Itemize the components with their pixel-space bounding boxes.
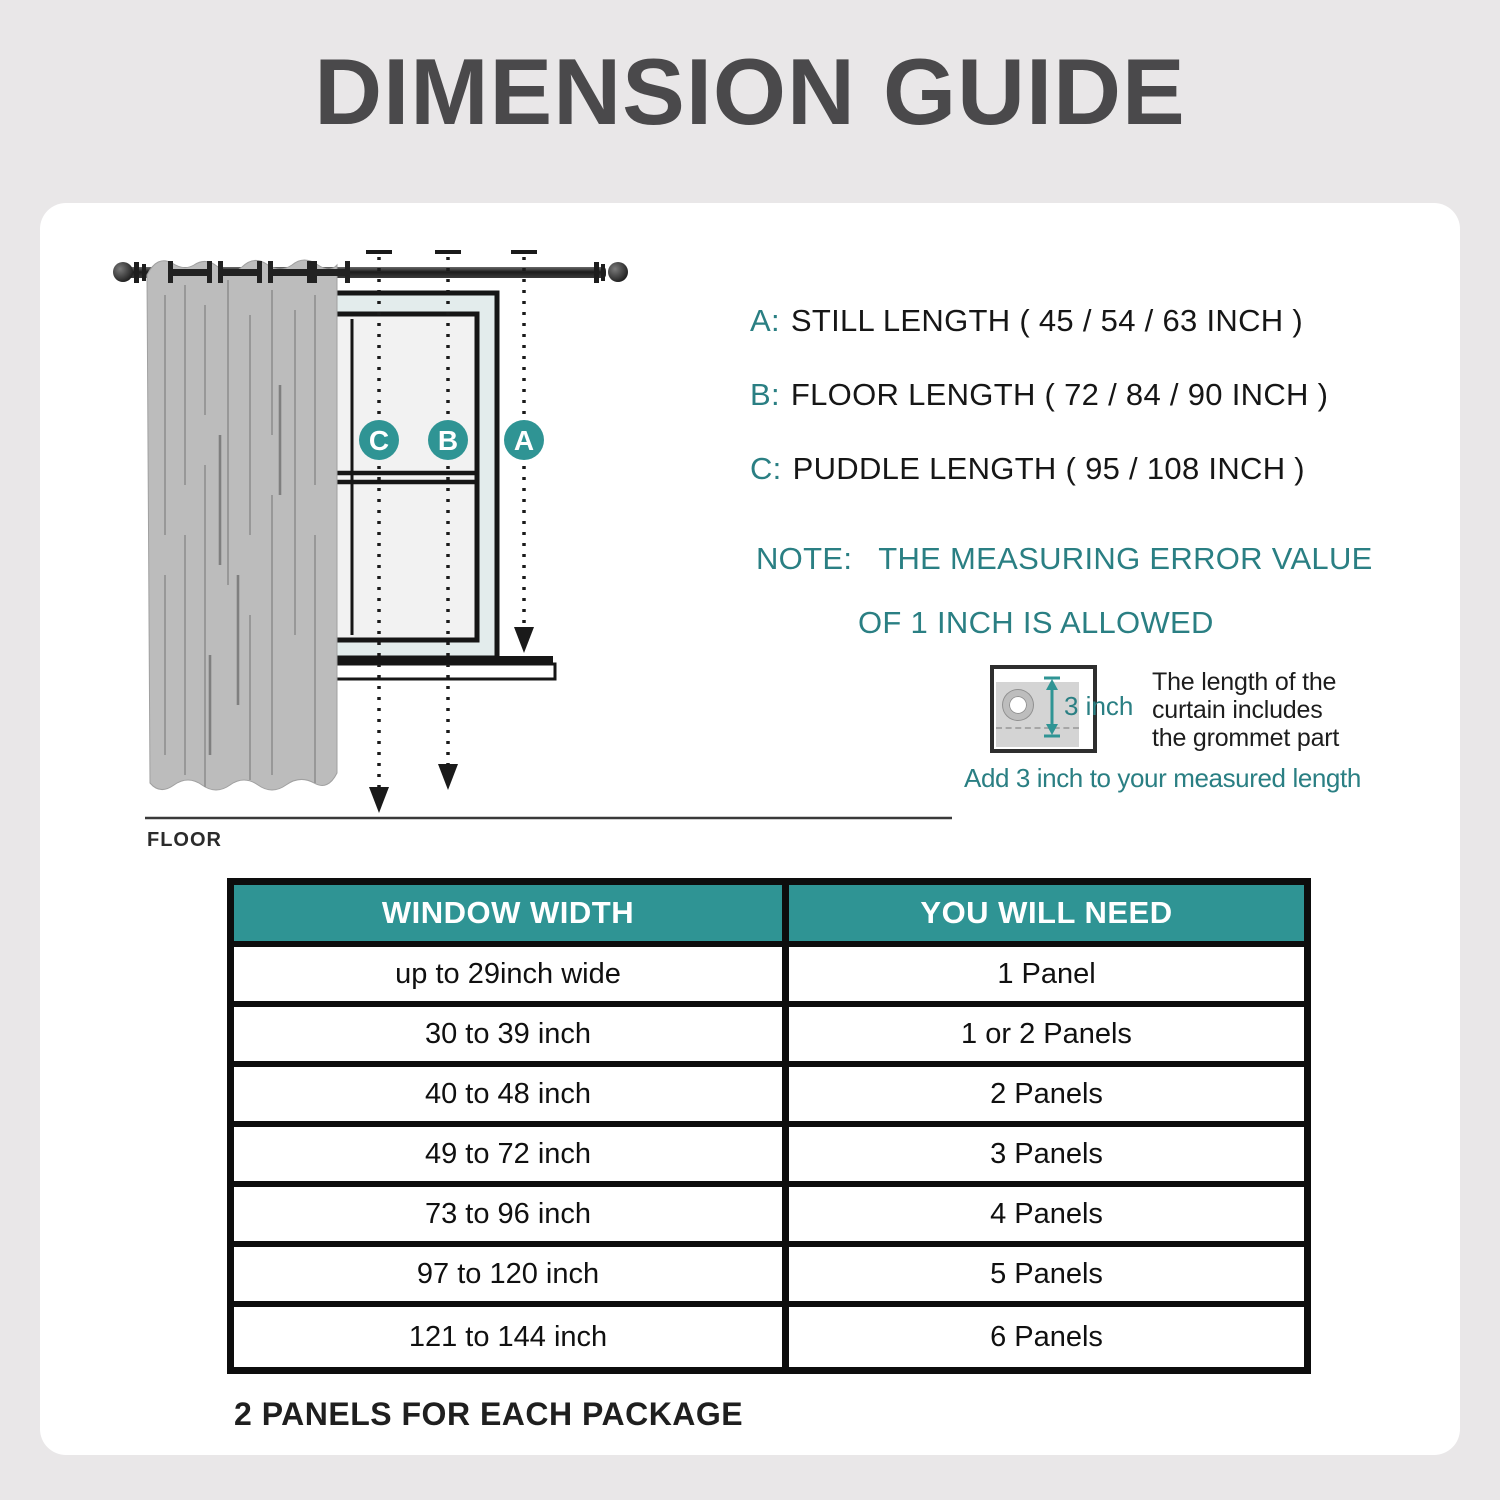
grommet-desc-line: The length of the [1152, 668, 1337, 696]
panels-cell: 2 Panels [789, 1067, 1304, 1127]
panels-cell: 5 Panels [789, 1247, 1304, 1307]
grommet-diagram [990, 665, 1134, 753]
panels-cell: 6 Panels [990, 1320, 1103, 1353]
spec-b-label: B: [750, 377, 780, 412]
spec-c-text: PUDDLE LENGTH ( 95 / 108 INCH ) [792, 451, 1305, 486]
grommet-tip: Add 3 inch to your measured length [964, 763, 1361, 793]
spec-b-text: FLOOR LENGTH ( 72 / 84 / 90 INCH ) [790, 377, 1329, 412]
window-width-cell: 40 to 48 inch [234, 1067, 789, 1127]
grommet-desc-line: the grommet part [1152, 724, 1340, 752]
marker-b-letter: B [437, 425, 459, 456]
spec-line-b [750, 377, 1328, 413]
panels-cell: 1 Panel [789, 947, 1304, 1007]
table-header-you-will-need: YOU WILL NEED [789, 885, 1304, 947]
arrow-a [514, 627, 534, 653]
grommet-stitch-line [996, 727, 1079, 729]
window-sill [330, 664, 555, 679]
rod-finial-left [113, 262, 133, 282]
window-width-cell: up to 29inch wide [234, 947, 789, 1007]
window-width-cell: 49 to 72 inch [234, 1127, 789, 1187]
grommet-inch-label: 3 inch [1064, 691, 1134, 721]
package-note: 2 PANELS FOR EACH PACKAGE [234, 1396, 744, 1432]
spec-c-label: C: [750, 451, 782, 486]
marker-a-letter: A [513, 425, 535, 456]
spec-a-text: STILL LENGTH ( 45 / 54 / 63 INCH ) [790, 303, 1303, 338]
panels-cell: 4 Panels [789, 1187, 1304, 1247]
marker-c-letter: C [368, 425, 390, 456]
window-width-cell: 97 to 120 inch [234, 1247, 789, 1307]
note-line-1 [756, 541, 1373, 577]
page-title: DIMENSION GUIDE [314, 39, 1186, 144]
grommet-description [1152, 668, 1339, 752]
window-width-cell: 73 to 96 inch [234, 1187, 789, 1247]
note-text-1: THE MEASURING ERROR VALUE [878, 541, 1373, 576]
grommet-ring-icon [1003, 690, 1033, 720]
panel-size-table [227, 878, 1311, 1374]
spec-a-label: A: [750, 303, 780, 338]
window-width-cell: 30 to 39 inch [234, 1007, 789, 1067]
content-card [40, 203, 1460, 1455]
arrow-c [369, 787, 389, 813]
rod-finial-right [608, 262, 628, 282]
table-header-window-width: WINDOW WIDTH [234, 885, 789, 947]
window-width-cell: 121 to 144 inch [234, 1307, 789, 1367]
panels-cell: 1 or 2 Panels [789, 1007, 1304, 1067]
window-illustration [330, 293, 555, 679]
curtain-panel [147, 260, 350, 790]
note-line-2: OF 1 INCH IS ALLOWED [858, 605, 1214, 640]
arrow-b [438, 764, 458, 790]
spec-line-a [750, 303, 1303, 339]
grommet-desc-line: curtain includes [1152, 696, 1323, 724]
note-label: NOTE: [756, 541, 853, 576]
marker-badges [359, 420, 544, 460]
measure-arrow-icon [1041, 675, 1063, 741]
floor-label: FLOOR [147, 829, 222, 851]
spec-line-c [750, 451, 1305, 487]
panels-cell: 3 Panels [789, 1127, 1304, 1187]
